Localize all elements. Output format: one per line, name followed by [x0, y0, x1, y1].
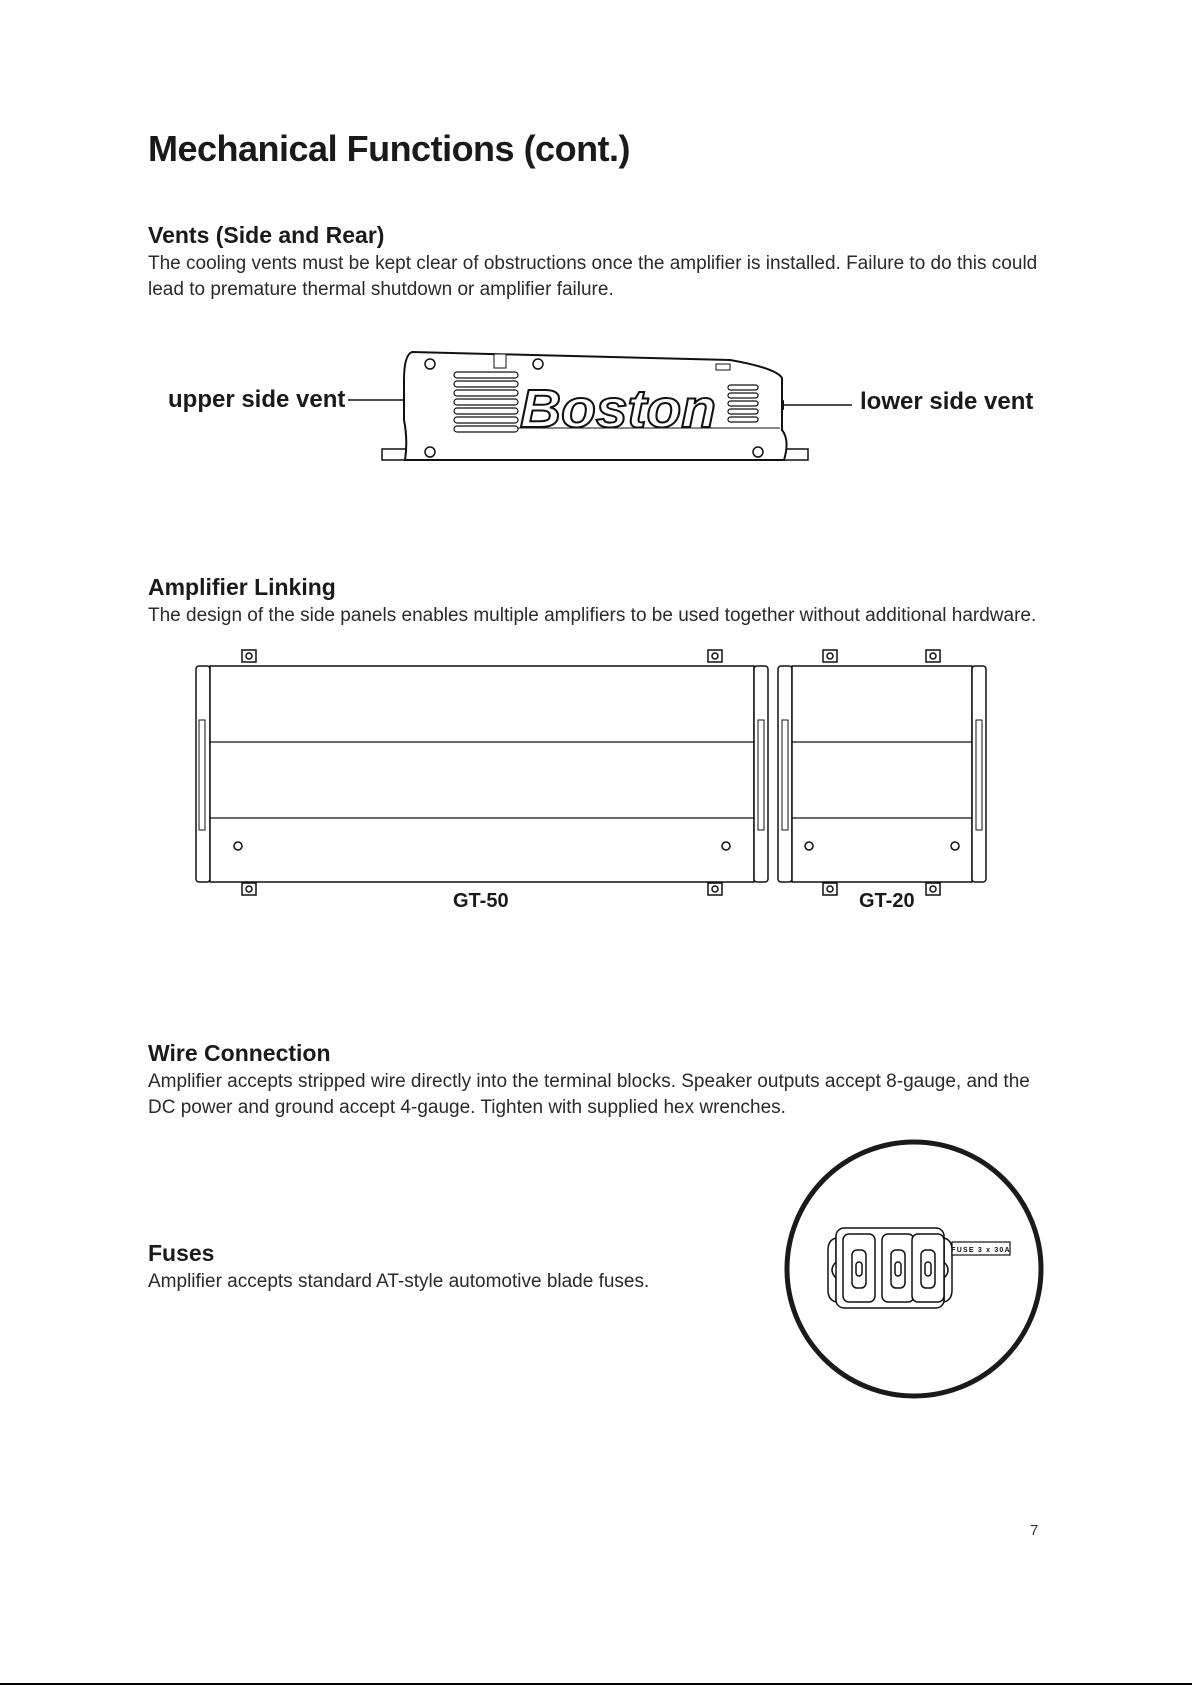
fuses-body: Amplifier accepts standard AT-style automotive blade fuses.: [148, 1271, 650, 1292]
wire-heading: Wire Connection: [148, 1040, 331, 1066]
upper-side-vent-label: upper side vent: [168, 386, 346, 413]
wire-body-line1: Amplifier accepts stripped wire directly into the terminal blocks. Speaker outputs accept 8-gauge, and the: [148, 1071, 1030, 1092]
page-title: Mechanical Functions (cont.): [148, 128, 631, 169]
wire-body-line2: DC power and ground accept 4-gauge. Tighten with supplied hex wrenches.: [148, 1097, 786, 1118]
page-number: 7: [1030, 1522, 1039, 1539]
vents-body-line2: lead to premature thermal shutdown or amplifier failure.: [148, 279, 614, 300]
fuse-rating-label: FUSE 3 x 30A: [951, 1247, 1011, 1254]
gt50-label: GT-50: [453, 890, 509, 912]
lower-side-vent-label: lower side vent: [860, 388, 1034, 415]
vents-heading: Vents (Side and Rear): [148, 222, 385, 248]
boston-logo: Boston: [520, 379, 716, 439]
linking-heading: Amplifier Linking: [148, 574, 336, 600]
vents-body-line1: The cooling vents must be kept clear of obstructions once the amplifier is installed. Failure to do this could: [148, 253, 1038, 274]
linking-body: The design of the side panels enables multiple amplifiers to be used together without additional hardware.: [148, 605, 1037, 626]
fuses-heading: Fuses: [148, 1240, 215, 1266]
gt20-label: GT-20: [859, 890, 915, 912]
